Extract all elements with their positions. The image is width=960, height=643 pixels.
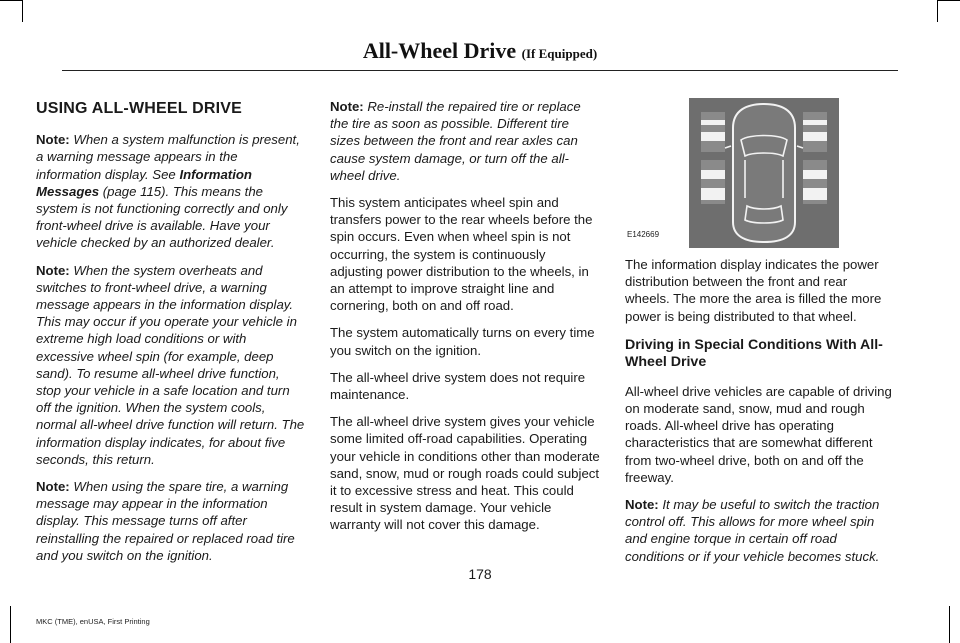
crop-mark (22, 0, 23, 22)
header-title: All-Wheel Drive (362, 38, 517, 63)
note-text: . This means the system is not functioning correctly and only front-wheel drive is available. Have your vehicle checked by an authorized dealer. (36, 183, 288, 251)
note-spare-tire (36, 478, 306, 564)
note-text: When the system overheats and switches to front-wheel drive, a warning message appears in the information display. This may occur if you operate your vehicle in extreme high load conditions or with excessive wheel spin (for example, deep sand). To resume all-wheel drive function, stop your vehicle in a safe location and turn off the ignition. When the system cools, normal all-wheel drive function will return. The information display indicates, for about five seconds, this return. (36, 262, 305, 467)
column-left (36, 96, 306, 574)
awd-display-figure (625, 96, 895, 250)
crop-mark (949, 606, 950, 643)
figure-code: E142669 (627, 230, 660, 239)
paragraph: The information display indicates the power distribution between the front and rear wheels. The more the area is filled the more power is being distributed to that wheel. (625, 257, 882, 324)
note-traction-control (625, 496, 895, 565)
note-label: Note: (330, 99, 364, 114)
subsection-heading: Driving in Special Conditions With All-Wheel Drive (625, 336, 883, 370)
crop-mark (10, 606, 11, 643)
column-middle (330, 98, 600, 544)
paragraph: All-wheel drive vehicles are capable of driving on moderate sand, snow, mud and rough roads. All-wheel drive has operating characteristics that are somewhat different from two-wheel drive, both on and off the freeway. (625, 383, 892, 485)
page-reference: (page 115) (102, 183, 166, 199)
note-label: Note: (36, 262, 70, 278)
paragraph: The all-wheel drive system does not require maintenance. (330, 369, 586, 403)
cross-reference-link[interactable]: Information Messages (36, 166, 252, 199)
paragraph: This system anticipates wheel spin and transfers power to the rear wheels before the spin occurs. Even when wheel spin is not occurring, the system is continuously adjusting power distribution to the wheels, in an attempt to improve straight line and cornering, both on and off road. (330, 195, 593, 314)
page-number: 178 (468, 566, 492, 582)
note-label: Note: (36, 132, 70, 148)
crop-mark (938, 0, 960, 1)
page-header (0, 38, 960, 64)
crop-mark (937, 0, 938, 22)
note-text: When a system malfunction is present, a warning message appears in the information display. See (36, 132, 300, 182)
note-text: When using the spare tire, a warning message may appear in the information display. This message turns off after reinstalling the repaired or replaced road tire and you switch on the ignition. (36, 479, 295, 563)
note-text: Re-install the repaired tire or replace the tire as soon as possible. Different tire sizes between the front and rear axles can cause system damage, or turn off the all-wheel drive. (330, 99, 581, 183)
print-footer: MKC (TME), enUSA, First Printing (36, 617, 150, 626)
paragraph: The all-wheel drive system gives your vehicle some limited off-road capabilities. Operating your vehicle in conditions other than moderate sand, snow, mud or rough roads could subject it to excessive stress and heat. This could result in system damage. Your vehicle warranty will not cover this damage. (330, 414, 600, 533)
crop-mark (0, 0, 22, 1)
awd-power-distribution-icon (689, 98, 839, 248)
column-right (625, 96, 895, 575)
header-subtitle: (If Equipped) (521, 46, 598, 61)
note-overheat (36, 262, 306, 468)
note-reinstall-tire (330, 98, 600, 184)
section-heading: USING ALL-WHEEL DRIVE (36, 100, 242, 117)
paragraph: The system automatically turns on every time you switch on the ignition. (330, 325, 595, 358)
note-text: It may be useful to switch the traction control off. This allows for more wheel spin and engine torque in certain off road conditions or if your vehicle becomes stuck. (625, 497, 880, 564)
note-label: Note: (625, 497, 659, 513)
header-rule (62, 70, 898, 71)
note-malfunction (36, 131, 306, 251)
note-label: Note: (36, 479, 70, 495)
